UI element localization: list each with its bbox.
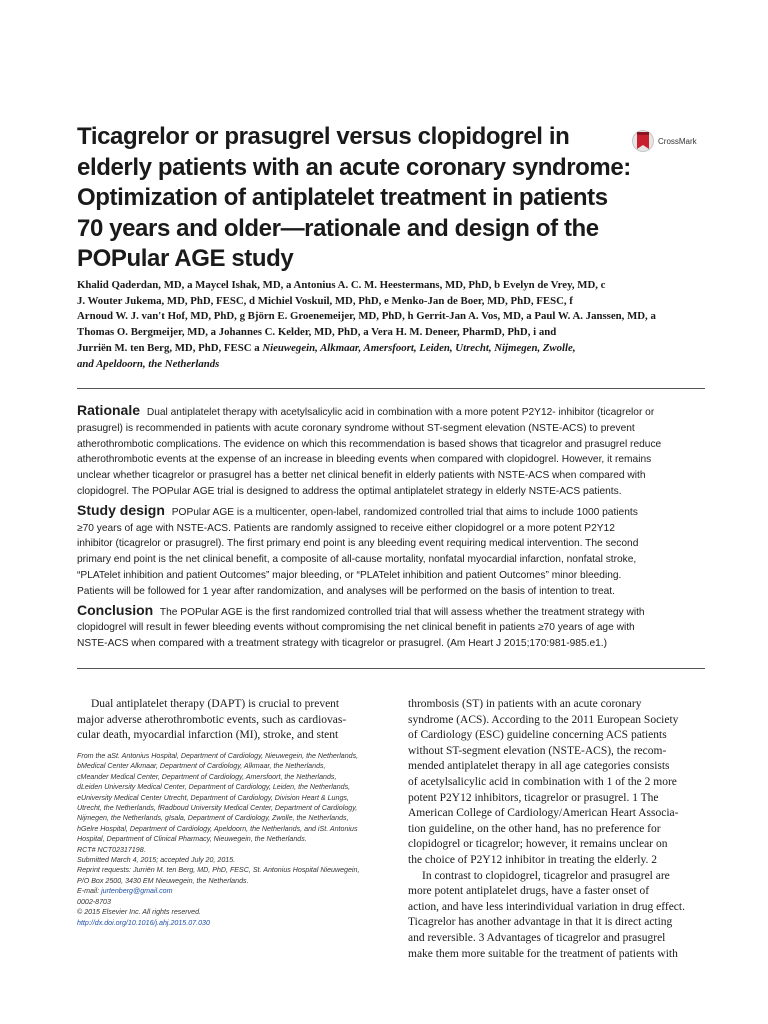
footnotes (77, 751, 377, 928)
title-line: Optimization of antiplatelet treatment in patients (77, 184, 608, 211)
article-title (77, 122, 637, 275)
abstract-line: The POPular AGE is the first randomized controlled trial that will assess whether the treatment strategy with (159, 606, 645, 618)
article-title-block (77, 122, 637, 275)
affiliation-cities: Nieuwegein, Alkmaar, Amersfoort, Leiden, Utrecht, Nijmegen, Zwolle, (262, 341, 576, 354)
conclusion-heading: Conclusion (77, 601, 154, 618)
crossmark-icon (632, 127, 654, 155)
body-line: cular death, myocardial infarction (MI), stroke, and stent (77, 729, 339, 742)
rationale-heading: Rationale (77, 402, 141, 418)
body-line: without ST-segment elevation (NSTE-ACS), the recom- (408, 744, 667, 757)
abstract-line: “PLATelet inhibition and patient Outcomes” major bleeding, or “PLATelet inhibition and patient Outcomes” minor bleeding. (77, 569, 622, 581)
author-line: Thomas O. Bergmeijer, MD, a Johannes C. Kelder, MD, PhD, a Vera H. M. Deneer, PharmD, PhD, i and (77, 326, 557, 339)
email-label: E-mail: (77, 887, 100, 896)
abstract (77, 403, 705, 655)
body-line: of acetylsalicylic acid in combination with 1 of the 2 more (408, 775, 677, 788)
footnote-line: Hospital, Department of Clinical Pharmacy, Nieuwegein, the Netherlands. (77, 835, 307, 844)
footnote-line: eUniversity Medical Center Utrecht, Department of Cardiology, Division Heart & Lungs, (77, 793, 349, 802)
body-line: the choice of P2Y12 inhibitor in treating the elderly. 2 (408, 853, 657, 866)
abstract-line: POPular AGE is a multicenter, open-label, randomized controlled trial that aims to include 1000 patients (171, 506, 638, 518)
footnote-line: dLeiden University Medical Center, Department of Cardiology, Leiden, the Netherlands, (77, 783, 351, 792)
abstract-line: Patients will be followed for 1 year after randomization, and analyses will be performed on the basis of intention to treat. (77, 585, 615, 597)
affiliation-cities-cont: and Apeldoorn, the Netherlands (77, 357, 220, 370)
footnote-line: P/O Box 2500, 3430 EM Nieuwegein, the Netherlands. (77, 876, 249, 885)
author-line: Jurriën M. ten Berg, MD, PhD, FESC a (77, 341, 260, 354)
body-line: American College of Cardiology/American Heart Associa- (408, 807, 679, 820)
footnote-line: 0002-8703 (77, 897, 111, 906)
email-link[interactable]: jurtenberg@gmail.com (101, 887, 173, 896)
footnote-line: RCT# NCT02317198. (77, 845, 146, 854)
body-line: clopidogrel or ticagrelor; however, it remains unclear on (408, 838, 668, 851)
abstract-line: Dual antiplatelet therapy with acetylsalicylic acid in combination with a more potent P2Y12- inhibitor (ticagrelor or (146, 407, 655, 418)
title-line: POPular AGE study (77, 245, 294, 272)
body-line: mended antiplatelet therapy in all age categories consists (408, 760, 670, 773)
footnote-email-line (77, 886, 377, 896)
abstract-line: atherothrombotic complications. The evidence on which this recommendation is based shows that ticagrelor and prasugrel reduce (77, 438, 662, 450)
abstract-line: NSTE-ACS when compared with a treatment strategy with ticagrelor or prasugrel. (Am Heart J 2015;170:981-985.e1.) (77, 638, 607, 650)
body-line: major adverse atherothrombotic events, such as cardiovas- (77, 713, 347, 726)
abstract-study-design (77, 503, 705, 600)
title-line: 70 years and older—rationale and design of the (77, 214, 599, 242)
divider (77, 388, 705, 389)
footnote-line: From the aSt. Antonius Hospital, Department of Cardiology, Nieuwegein, the Netherlands, (77, 752, 359, 760)
body-line: and reversible. 3 Advantages of ticagrelor and prasugrel (408, 931, 666, 944)
abstract-line: clopidogrel. The POPular AGE trial is designed to address the optimal antiplatelet strategy in elderly NSTE-ACS patients. (77, 485, 622, 497)
crossmark-label: CrossMark (658, 136, 697, 146)
footnote-line: Submitted March 4, 2015; accepted July 20, 2015. (77, 856, 236, 865)
abstract-line: primary end point is the net clinical benefit, a composite of all-cause mortality, nonfatal myocardial infarction, nonfatal stroke, (77, 554, 637, 566)
body-line: syndrome (ACS). According to the 2011 European Society (408, 713, 679, 726)
footnote-line: © 2015 Elsevier Inc. All rights reserved. (77, 908, 202, 917)
abstract-line: atherothrombotic events at the expense of an increase in bleeding events when compared with clopidogrel. However, it remains (77, 454, 652, 466)
footnote-line: bMedical Center Alkmaar, Department of Cardiology, Alkmaar, the Netherlands, (77, 762, 326, 771)
footnote-line: Nijmegen, the Netherlands, gIsala, Department of Cardiology, Zwolle, the Netherlands, (77, 814, 349, 823)
abstract-rationale (77, 403, 705, 500)
body-right-column (408, 697, 708, 962)
abstract-conclusion (77, 603, 705, 652)
body-line: potent P2Y12 inhibitors, ticagrelor or prasugrel. 1 The (408, 791, 659, 804)
author-line: J. Wouter Jukema, MD, PhD, FESC, d Michiel Voskuil, MD, PhD, e Menko-Jan de Boer, MD, PhD, FESC, f (77, 294, 573, 307)
body-line: more potent antiplatelet drugs, have a faster onset of (408, 885, 650, 898)
abstract-line: unclear whether ticagrelor or prasugrel has a better net clinical benefit in elderly patients with NSTE-ACS when compared with (77, 470, 646, 482)
body-line: tion guideline, on the other hand, has no preference for (408, 822, 661, 835)
abstract-line: inhibitor (ticagrelor or prasugrel). The first primary end point is any bleeding event requiring medical intervention. The second (77, 538, 639, 550)
divider (77, 668, 705, 669)
crossmark-badge[interactable] (632, 127, 697, 155)
body-line: make them more suitable for the treatment of patients with (408, 947, 678, 960)
title-line: Ticagrelor or prasugrel versus clopidogrel in (77, 123, 570, 150)
abstract-line: ≥70 years of age with NSTE-ACS. Patients are randomly assigned to receive either clopidogrel or a more potent P2Y12 (77, 522, 615, 534)
author-line: Khalid Qaderdan, MD, a Maycel Ishak, MD, a Antonius A. C. M. Heestermans, MD, PhD, b Evelyn de Vrey, MD, c (77, 279, 606, 291)
footnote-line: hGelre Hospital, Department of Cardiology, Apeldoorn, the Netherlands, and iSt. Antonius (77, 824, 358, 833)
footnote-line: Utrecht, the Netherlands, fRadboud University Medical Center, Department of Cardiology, (77, 804, 358, 813)
study-design-heading: Study design (77, 501, 165, 518)
title-line: elderly patients with an acute coronary syndrome: (77, 153, 631, 181)
body-line: Dual antiplatelet therapy (DAPT) is crucial to prevent (91, 698, 340, 710)
footnote-line: Reprint requests: Jurriën M. ten Berg, MD, PhD, FESC, St. Antonius Hospital Nieuwegein, (77, 866, 360, 875)
body-left-column (77, 697, 377, 744)
doi-link[interactable]: http://dx.doi.org/10.1016/j.ahj.2015.07.030 (77, 918, 210, 927)
body-line: thrombosis (ST) in patients with an acute coronary (408, 698, 642, 710)
footnote-line: cMeander Medical Center, Department of Cardiology, Amersfoort, the Netherlands, (77, 772, 337, 781)
author-line: Arnoud W. J. van't Hof, MD, PhD, g Björn E. Groenemeijer, MD, PhD, h Gerrit-Jan A. Vos, MD, a Paul W. A. Janssen, MD, a (77, 310, 656, 323)
body-line: In contrast to clopidogrel, ticagrelor and prasugrel are (422, 869, 670, 882)
body-line: action, and have less interindividual variation in drug effect. (408, 900, 685, 913)
body-line: of Cardiology (ESC) guideline concerning ACS patients (408, 729, 667, 742)
abstract-line: clopidogrel will result in fewer bleeding events without compromising the net clinical benefit in patients ≥70 years of age with (77, 622, 635, 634)
abstract-line: prasugrel) is recommended in patients with acute coronary syndrome without ST-segment elevation (NSTE-ACS) to prevent (77, 422, 635, 434)
body-line: Ticagrelor has another advantage in that it is direct acting (408, 916, 673, 929)
author-line-last (77, 341, 717, 357)
author-list (77, 278, 717, 372)
